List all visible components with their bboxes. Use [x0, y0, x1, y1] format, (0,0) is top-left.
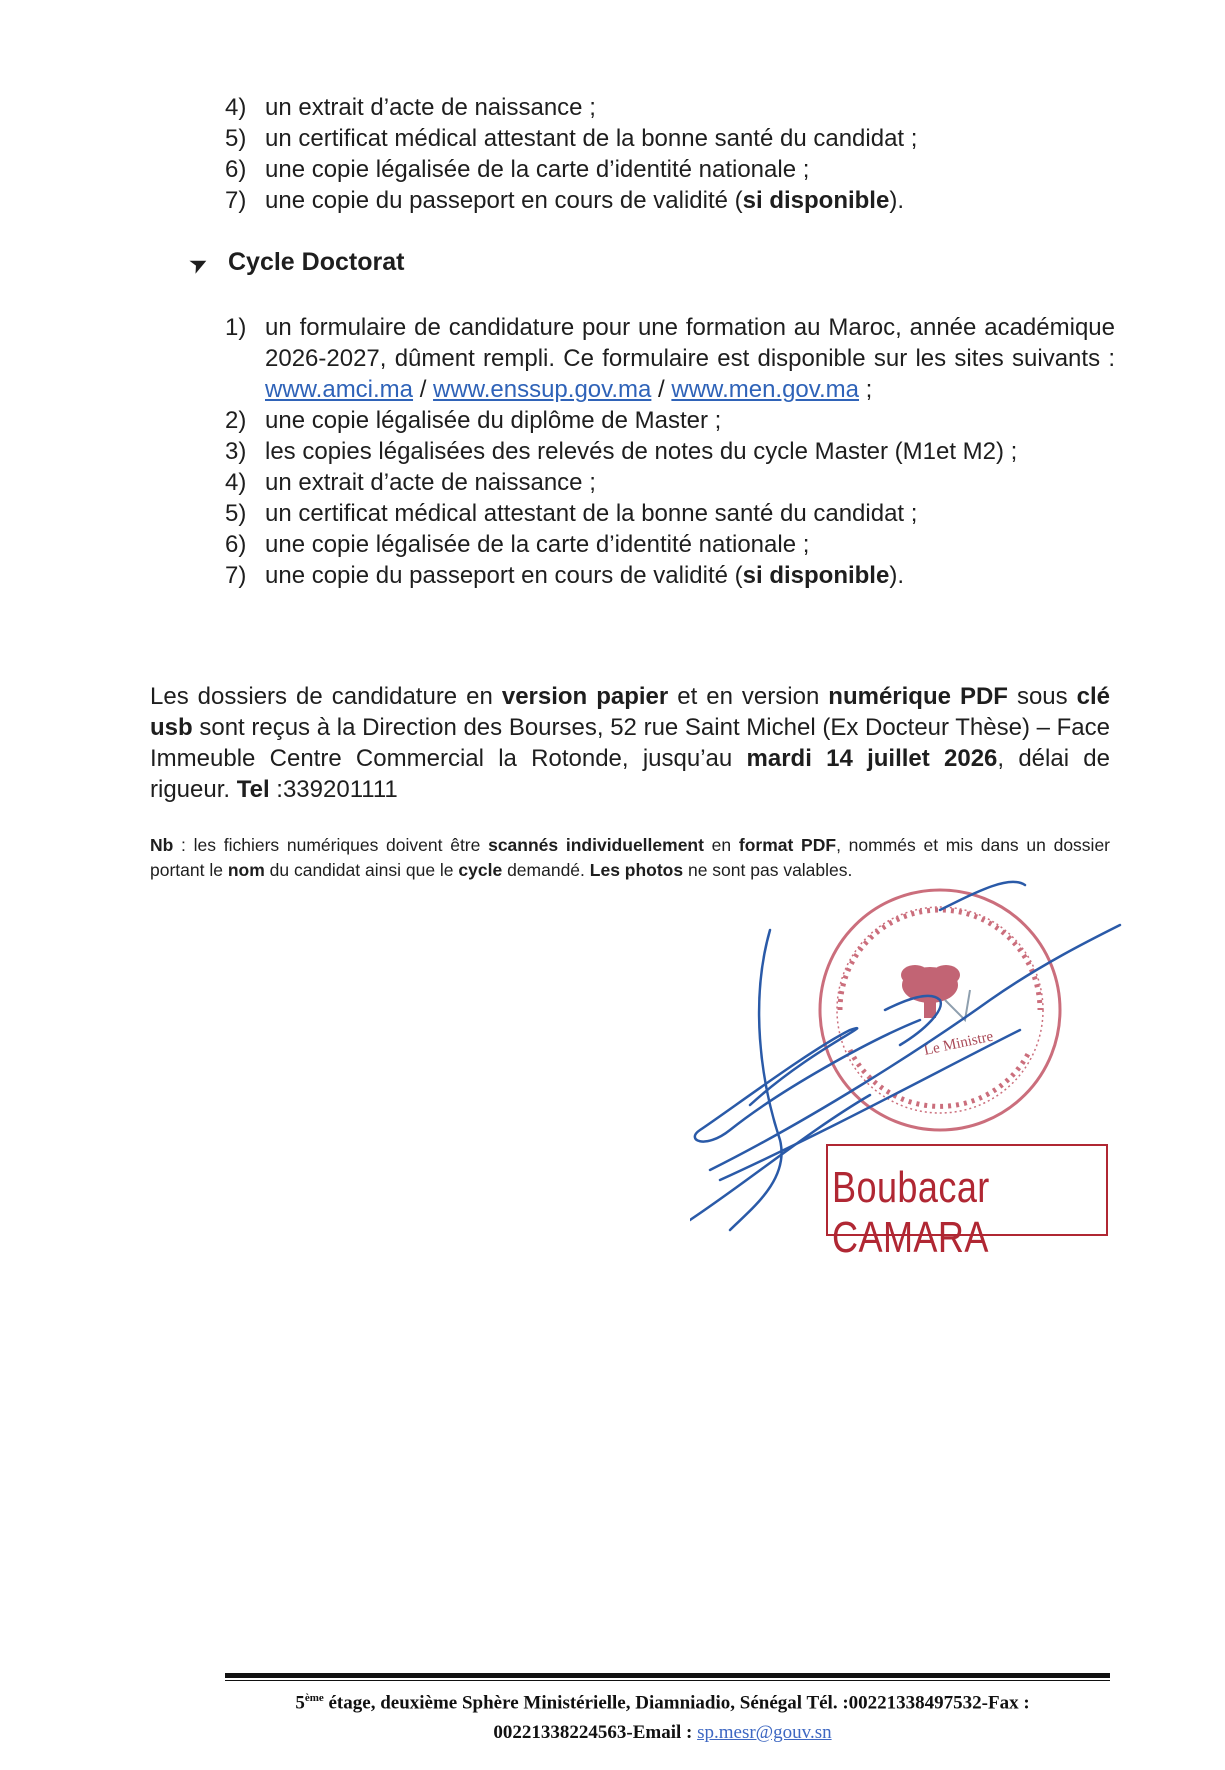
- requirements-list-continued: [225, 92, 1105, 216]
- footer-divider-thin: [225, 1680, 1110, 1681]
- list-item: 5) un certificat médical attestant de la bonne santé du candidat ;: [225, 500, 918, 527]
- list-item: 2) une copie légalisée du diplôme de Master ;: [225, 407, 722, 434]
- list-item: 3) les copies légalisées des relevés de notes du cycle Master (M1et M2) ;: [225, 438, 1018, 465]
- list-item: 4) un extrait d’acte de naissance ;: [225, 469, 596, 496]
- signatory-name: Boubacar CAMARA: [832, 1163, 990, 1262]
- list-item: 4) un extrait d’acte de naissance ;: [225, 94, 596, 121]
- men-link[interactable]: www.men.gov.ma: [671, 376, 860, 403]
- doctorat-requirements-list: [225, 312, 1115, 591]
- arrow-bullet-icon: ➤: [186, 250, 212, 278]
- list-item: 7) une copie du passeport en cours de validité (si disponible).: [225, 187, 904, 214]
- list-item: 7) une copie du passeport en cours de validité (si disponible).: [225, 562, 904, 589]
- list-item: 6) une copie légalisée de la carte d’identité nationale ;: [225, 531, 810, 558]
- footer-line-2: 00221338224563-Email : sp.mesr@gouv.sn: [493, 1722, 832, 1744]
- section-heading-doctorat: [186, 248, 405, 278]
- list-item: 5) un certificat médical attestant de la bonne santé du candidat ;: [225, 125, 918, 152]
- footer-address: [200, 1683, 1125, 1748]
- footer-divider: [225, 1673, 1110, 1678]
- amci-link[interactable]: www.amci.ma: [265, 376, 414, 403]
- email-link[interactable]: sp.mesr@gouv.sn: [697, 1722, 832, 1744]
- note-paragraph: Nb : les fichiers numériques doivent être scannés individuellement en format PDF, nommés et mis dans un dossier portant le nom du candidat ainsi que le cycle demandé. Les photos ne sont pas valables.: [150, 834, 1111, 880]
- seal-text: Le Ministre: [922, 1028, 995, 1059]
- list-item: 1) un formulaire de candidature pour une formation au Maroc, année académique 2026-2027, dûment rempli. Ce formulaire est disponible sur les sites suivants : www.amci.ma / www.enssup.gov.ma / www.men.gov.ma ;: [225, 314, 1115, 403]
- section-title: Cycle Doctorat: [228, 248, 405, 276]
- footer-line-1: 5ème étage, deuxième Sphère Ministérielle, Diamniadio, Sénégal Tél. :00221338497532-Fax :: [295, 1692, 1030, 1714]
- list-item: 6) une copie légalisée de la carte d’identité nationale ;: [225, 156, 810, 183]
- submission-paragraph: Les dossiers de candidature en version papier et en version numérique PDF sous clé usb sont reçus à la Direction des Bourses, 52 rue Saint Michel (Ex Docteur Thèse) – Face Immeuble Centre Commercial la Rotonde, jusqu’au mardi 14 juillet 2026, délai de rigueur. Tel :339201111: [150, 683, 1111, 803]
- enssup-link[interactable]: www.enssup.gov.ma: [433, 376, 652, 403]
